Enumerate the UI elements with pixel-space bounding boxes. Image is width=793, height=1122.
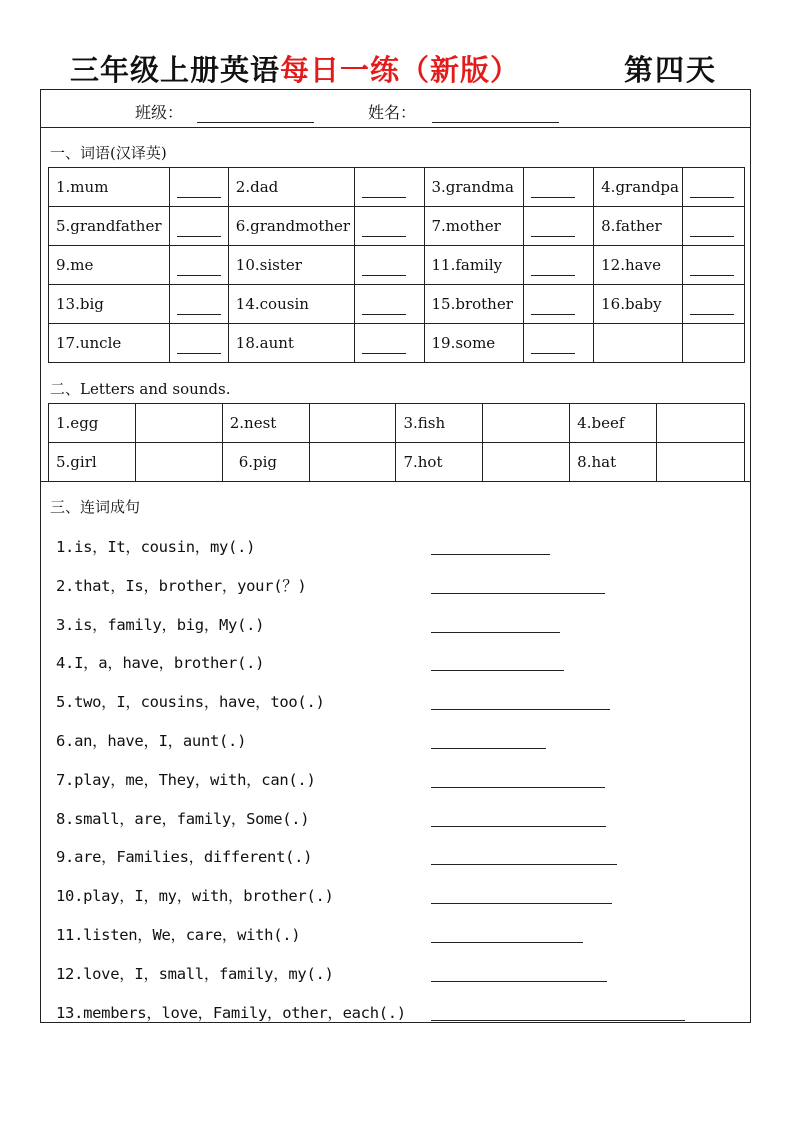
sounds-row <box>49 443 745 482</box>
answer-cell[interactable] <box>354 246 424 285</box>
answer-cell[interactable] <box>683 168 745 207</box>
sounds-word: 7.hot <box>396 443 483 482</box>
sentence-answer-line[interactable] <box>431 903 612 904</box>
answer-cell[interactable] <box>524 168 594 207</box>
answer-blank[interactable] <box>362 220 406 237</box>
sentence-prompt: 2.that，Is，brother，your(？) <box>56 576 307 595</box>
sounds-answer-cell[interactable] <box>135 404 222 443</box>
title-day: 第四天 <box>624 53 718 87</box>
answer-cell[interactable] <box>524 324 594 363</box>
sentence-answer-line[interactable] <box>431 981 607 982</box>
section3-heading: 三、连词成句 <box>50 498 141 516</box>
sentence-prompt: 12.love，I，small，family，my(.) <box>56 964 334 983</box>
answer-cell[interactable] <box>524 285 594 324</box>
sounds-word: 3.fish <box>396 404 483 443</box>
vocab-row <box>49 246 745 285</box>
sounds-answer-cell[interactable] <box>309 443 396 482</box>
sentence-prompt: 1.is，It，cousin，my(.) <box>56 538 256 556</box>
vocab-word: 8.father <box>594 207 683 246</box>
answer-blank[interactable] <box>177 298 221 315</box>
answer-cell[interactable] <box>683 246 745 285</box>
sounds-word: 8.hat <box>570 443 657 482</box>
sentence-prompt: 9.are，Families，different(.) <box>56 848 313 867</box>
vocab-word: 18.aunt <box>228 324 354 363</box>
vocab-row <box>49 324 745 363</box>
vocab-word: 5.grandfather <box>49 207 170 246</box>
vocab-word: 19.some <box>424 324 524 363</box>
sentence-answer-line[interactable] <box>431 554 550 555</box>
vocab-word: 13.big <box>49 285 170 324</box>
answer-blank[interactable] <box>531 220 575 237</box>
answer-cell[interactable] <box>683 285 745 324</box>
vocab-row <box>49 207 745 246</box>
answer-cell[interactable] <box>169 246 228 285</box>
sounds-word: 5.girl <box>49 443 136 482</box>
sounds-word: 1.egg <box>49 404 136 443</box>
answer-cell[interactable] <box>354 285 424 324</box>
sentence-answer-line[interactable] <box>431 787 605 788</box>
sentence-prompt: 4.I，a，have，brother(.) <box>56 654 265 673</box>
answer-cell[interactable] <box>354 168 424 207</box>
answer-blank[interactable] <box>177 337 221 354</box>
sounds-table <box>48 403 745 482</box>
class-field[interactable] <box>197 122 314 123</box>
sentence-answer-line[interactable] <box>431 670 564 671</box>
answer-blank[interactable] <box>362 181 406 198</box>
vocab-word: 11.family <box>424 246 524 285</box>
sentence-prompt: 3.is，family，big，My(.) <box>56 615 265 634</box>
sounds-word: 2.nest <box>222 404 309 443</box>
answer-cell[interactable] <box>169 168 228 207</box>
answer-blank[interactable] <box>177 259 221 276</box>
sentence-answer-line[interactable] <box>431 632 560 633</box>
class-label: 班级： <box>135 103 184 122</box>
answer-cell[interactable] <box>524 207 594 246</box>
answer-cell[interactable] <box>354 324 424 363</box>
sentence-answer-line[interactable] <box>431 864 617 865</box>
answer-blank[interactable] <box>177 181 221 198</box>
sentence-prompt: 5.two，I，cousins，have，too(.) <box>56 693 325 712</box>
answer-blank[interactable] <box>690 181 734 198</box>
vocab-word: 6.grandmother <box>228 207 354 246</box>
answer-cell[interactable] <box>354 207 424 246</box>
answer-blank[interactable] <box>531 259 575 276</box>
sentence-prompt: 7.play，me，They，with，can(.) <box>56 770 316 789</box>
vocab-table <box>48 167 745 363</box>
vocab-word: 14.cousin <box>228 285 354 324</box>
answer-blank[interactable] <box>362 298 406 315</box>
answer-blank[interactable] <box>362 259 406 276</box>
page-title <box>0 40 793 90</box>
sentence-prompt: 13.members，love，Family，other，each(.) <box>56 1003 406 1022</box>
sounds-answer-cell[interactable] <box>135 443 222 482</box>
vocab-row <box>49 168 745 207</box>
answer-blank[interactable] <box>362 337 406 354</box>
answer-cell[interactable] <box>683 207 745 246</box>
vocab-word: 7.mother <box>424 207 524 246</box>
answer-blank[interactable] <box>690 220 734 237</box>
sounds-answer-cell[interactable] <box>657 443 745 482</box>
vocab-word: 9.me <box>49 246 170 285</box>
sentence-prompt: 11.listen，We，care，with(.) <box>56 926 301 944</box>
title-grade: 三年级上册英语 <box>70 53 281 87</box>
vocab-word: 1.mum <box>49 168 170 207</box>
answer-cell[interactable] <box>169 207 228 246</box>
answer-blank[interactable] <box>690 298 734 315</box>
answer-cell[interactable] <box>524 246 594 285</box>
vocab-word: 17.uncle <box>49 324 170 363</box>
answer-cell[interactable] <box>169 324 228 363</box>
sounds-answer-cell[interactable] <box>309 404 396 443</box>
vocab-word: 4.grandpa <box>594 168 683 207</box>
name-field[interactable] <box>432 122 559 123</box>
section1-heading: 一、词语(汉译英) <box>50 144 167 162</box>
title-daily: 每日一练（新版） <box>280 53 521 87</box>
vocab-word: 3.grandma <box>424 168 524 207</box>
answer-blank[interactable] <box>177 220 221 237</box>
answer-blank[interactable] <box>531 298 575 315</box>
answer-cell <box>683 324 745 363</box>
sounds-answer-cell[interactable] <box>483 443 570 482</box>
title-main <box>70 48 520 89</box>
answer-blank[interactable] <box>690 259 734 276</box>
sentence-answer-line[interactable] <box>431 748 546 749</box>
section2-heading: 二、Letters and sounds. <box>50 380 231 398</box>
answer-blank[interactable] <box>531 337 575 354</box>
sentence-answer-line[interactable] <box>431 593 605 594</box>
sounds-word: 4.beef <box>570 404 657 443</box>
vocab-word: 15.brother <box>424 285 524 324</box>
sentence-prompt: 6.an，have，I，aunt(.) <box>56 732 247 750</box>
sentence-answer-line[interactable] <box>431 942 583 943</box>
sentence-answer-line[interactable] <box>431 709 610 710</box>
sounds-row <box>49 404 745 443</box>
vocab-word: 12.have <box>594 246 683 285</box>
answer-cell[interactable] <box>169 285 228 324</box>
divider-s3 <box>40 481 751 482</box>
vocab-word: 10.sister <box>228 246 354 285</box>
sounds-answer-cell[interactable] <box>483 404 570 443</box>
vocab-word: 16.baby <box>594 285 683 324</box>
vocab-word: 2.dad <box>228 168 354 207</box>
vocab-row <box>49 285 745 324</box>
sentence-prompt: 10.play，I，my，with，brother(.) <box>56 887 334 906</box>
divider-info <box>40 127 751 128</box>
vocab-word <box>594 324 683 363</box>
name-label: 姓名： <box>368 103 417 122</box>
sounds-word: 6.pig <box>222 443 309 482</box>
sentence-answer-line[interactable] <box>431 1020 685 1021</box>
sentence-prompt: 8.small，are，family，Some(.) <box>56 809 310 828</box>
answer-blank[interactable] <box>531 181 575 198</box>
sounds-answer-cell[interactable] <box>657 404 745 443</box>
sentence-answer-line[interactable] <box>431 826 606 827</box>
